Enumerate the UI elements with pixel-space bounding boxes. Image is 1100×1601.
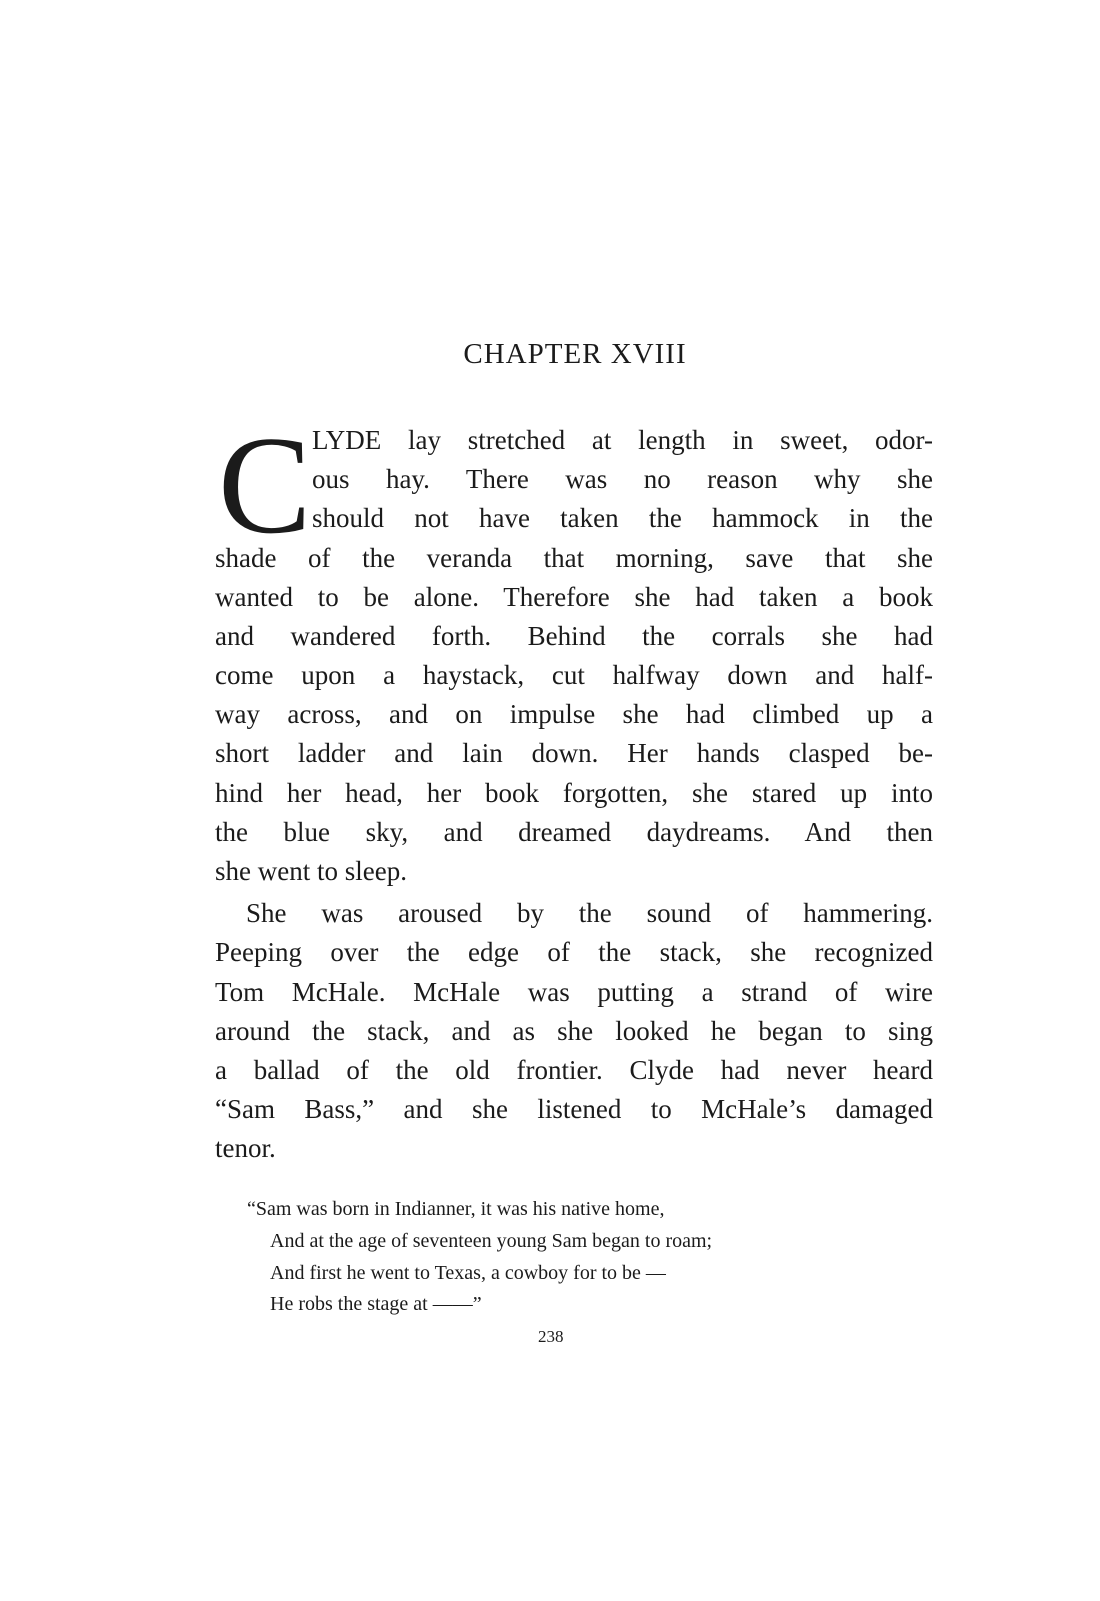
- paragraph-line: wanted to be alone. Therefore she had taken a book: [215, 582, 933, 612]
- verse-line: He robs the stage at ——”: [270, 1293, 482, 1315]
- verse-line: And first he went to Texas, a cowboy for to be —: [270, 1262, 666, 1284]
- paragraph-line: and wandered forth. Behind the corrals she had: [215, 621, 933, 651]
- verse-line: “Sam was born in Indianner, it was his native home,: [247, 1198, 665, 1220]
- paragraph-line: around the stack, and as she looked he began to sing: [215, 1016, 933, 1046]
- paragraph-line: the blue sky, and dreamed daydreams. And then: [215, 817, 933, 847]
- drop-cap-letter: C: [218, 408, 312, 563]
- paragraph-line: Peeping over the edge of the stack, she recognized: [215, 937, 933, 967]
- paragraph-line: hind her head, her book forgotten, she stared up into: [215, 778, 933, 808]
- paragraph-line: LYDE lay stretched at length in sweet, odor-: [312, 425, 933, 455]
- paragraph-line: should not have taken the hammock in the: [312, 503, 933, 533]
- paragraph-line: way across, and on impulse she had climbed up a: [215, 699, 933, 729]
- paragraph-line: short ladder and lain down. Her hands clasped be-: [215, 738, 933, 768]
- page-number: 238: [538, 1327, 564, 1346]
- verse-line: And at the age of seventeen young Sam began to roam;: [270, 1230, 713, 1252]
- paragraph-line: come upon a haystack, cut halfway down and half-: [215, 660, 933, 690]
- paragraph-line: tenor.: [215, 1133, 276, 1163]
- paragraph-line: “Sam Bass,” and she listened to McHale’s damaged: [215, 1094, 933, 1124]
- paragraph-line: shade of the veranda that morning, save that she: [215, 543, 933, 573]
- paragraph-line: Tom McHale. McHale was putting a strand of wire: [215, 977, 933, 1007]
- paragraph-line: a ballad of the old frontier. Clyde had never heard: [215, 1055, 933, 1085]
- paragraph-line: she went to sleep.: [215, 856, 407, 886]
- paragraph-line: ous hay. There was no reason why she: [312, 464, 933, 494]
- paragraph-line: She was aroused by the sound of hammering.: [246, 898, 933, 928]
- chapter-heading: CHAPTER XVIII: [463, 338, 687, 370]
